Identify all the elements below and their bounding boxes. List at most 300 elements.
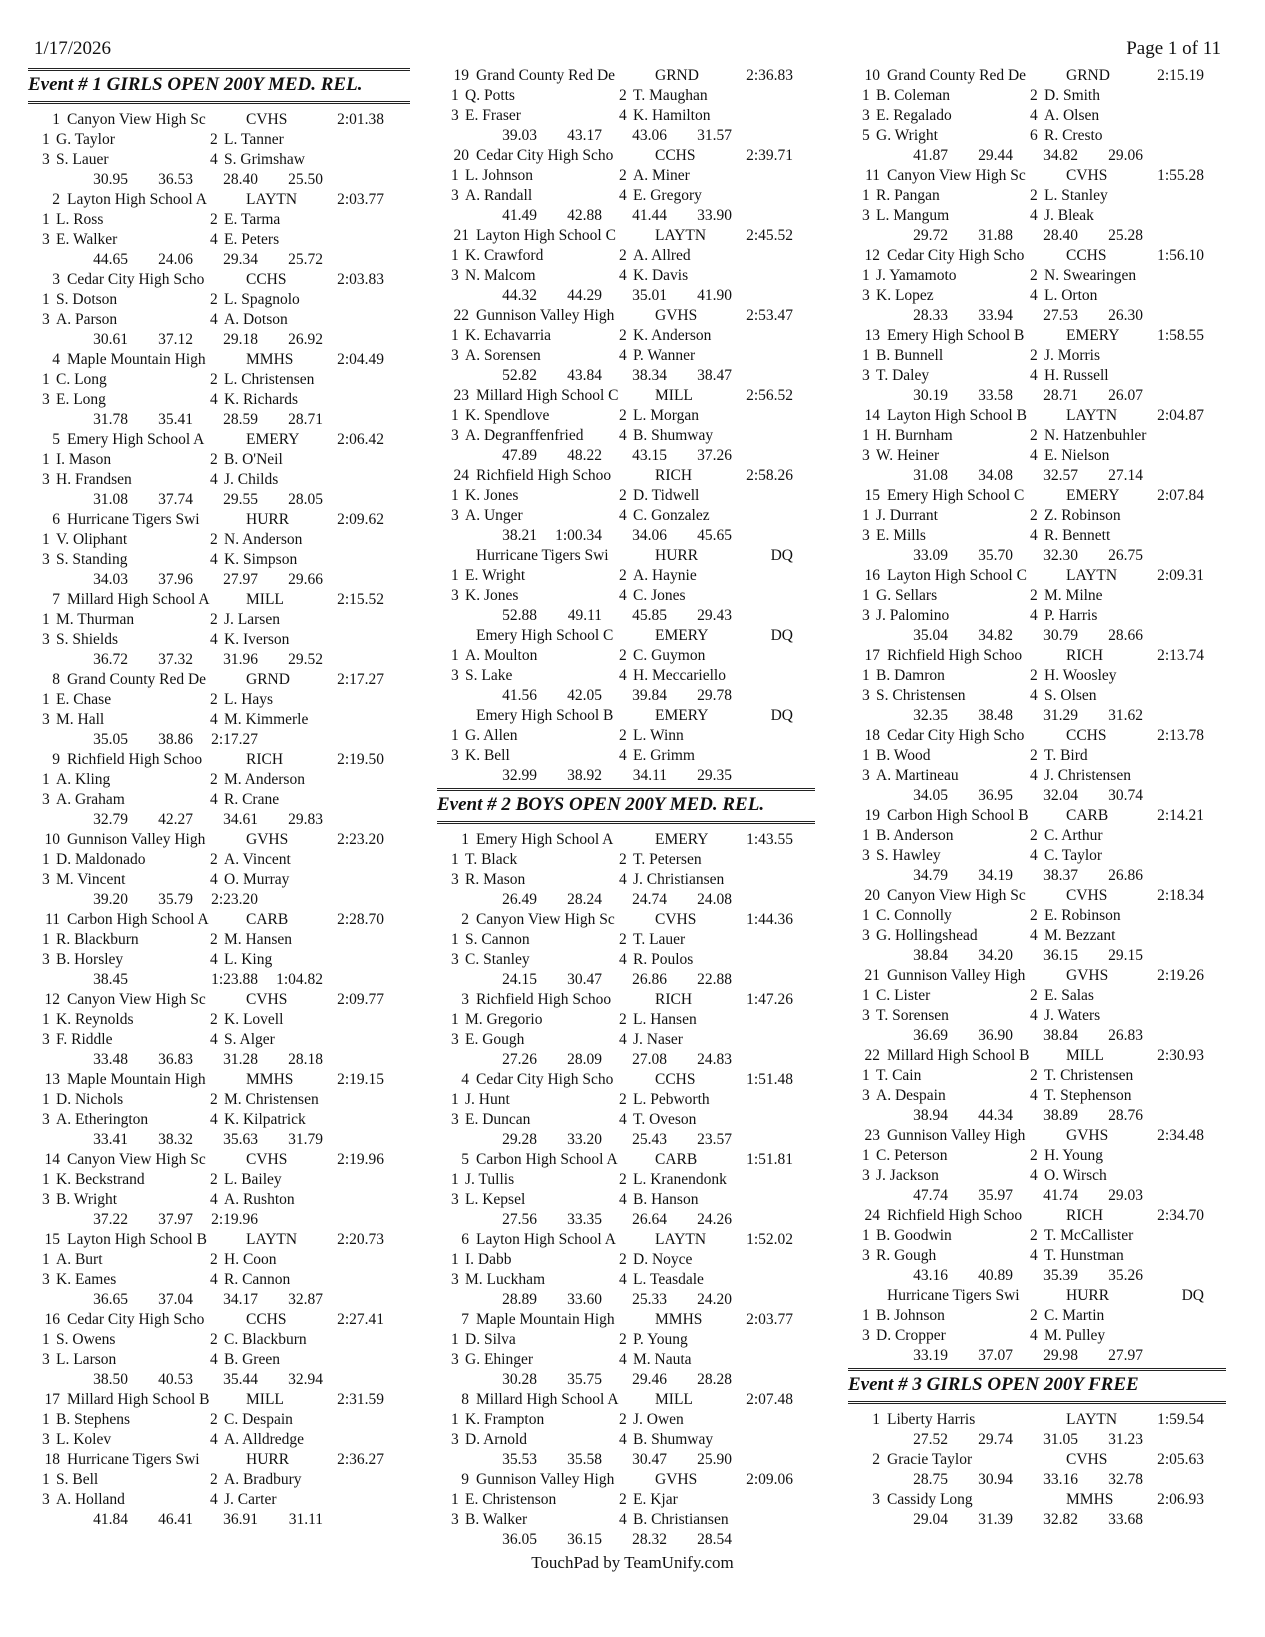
final-time: 2:56.52	[746, 387, 793, 404]
swimmer-row	[437, 726, 815, 746]
swimmer-name: M. Hansen	[224, 931, 293, 948]
split-time: 44.32	[502, 287, 537, 304]
team-result-row	[848, 406, 1226, 426]
swimmer-name: T. Hunstman	[1044, 1247, 1124, 1264]
team-name: Gunnison Valley High	[887, 1127, 1026, 1144]
split-row	[848, 1106, 1226, 1126]
team-abbr: HURR	[655, 547, 699, 564]
split-time: 37.96	[158, 571, 193, 588]
leg-number: 2	[1030, 1307, 1038, 1324]
final-time: DQ	[770, 707, 793, 724]
swimmer-name: E. Nielson	[1044, 447, 1110, 464]
split-row	[437, 1450, 815, 1470]
team-abbr: LAYTN	[1066, 1411, 1118, 1428]
split-time: 31.11	[288, 1511, 323, 1528]
split-row	[848, 786, 1226, 806]
team-result-row	[437, 706, 815, 726]
swimmer-row	[437, 1510, 815, 1530]
swimmer-name: N. Anderson	[224, 531, 303, 548]
swimmer-name: A. Allred	[633, 247, 691, 264]
team-result-row	[848, 1450, 1226, 1470]
split-row	[437, 1370, 815, 1390]
team-result-row	[437, 306, 815, 326]
swimmer-name: K. Frampton	[465, 1411, 545, 1428]
split-time: 27.97	[223, 571, 258, 588]
leg-number: 2	[1030, 1227, 1038, 1244]
leg-number: 4	[1030, 1167, 1038, 1184]
place: 7	[461, 1311, 469, 1328]
place: 22	[453, 307, 469, 324]
team-result-row	[848, 326, 1226, 346]
place: 9	[461, 1471, 469, 1488]
leg-number: 4	[619, 1031, 627, 1048]
split-time: 30.19	[913, 387, 948, 404]
split-time: 2:17.27	[211, 731, 258, 748]
split-time: 41.49	[502, 207, 537, 224]
leg-number: 4	[619, 507, 627, 524]
swimmer-row	[437, 346, 815, 366]
swimmer-name: G. Wright	[876, 127, 938, 144]
swimmer-name: E. Mills	[876, 527, 926, 544]
swimmer-name: L. Teasdale	[633, 1271, 704, 1288]
swimmer-row	[848, 266, 1226, 286]
place: 23	[864, 1127, 880, 1144]
swimmer-name: J. Waters	[1044, 1007, 1101, 1024]
place: 15	[864, 487, 880, 504]
final-time: DQ	[770, 547, 793, 564]
swimmer-name: D. Arnold	[465, 1431, 527, 1448]
leg-number: 2	[210, 771, 218, 788]
team-abbr: MMHS	[246, 351, 294, 368]
split-row	[28, 890, 410, 910]
team-abbr: EMERY	[655, 707, 709, 724]
split-time: 52.88	[502, 607, 537, 624]
swimmer-name: D. Tidwell	[633, 487, 700, 504]
place: 12	[44, 991, 60, 1008]
leg-number: 2	[210, 1011, 218, 1028]
leg-number: 2	[1030, 267, 1038, 284]
swimmer-name: T. Daley	[876, 367, 930, 384]
leg-number: 2	[619, 1491, 627, 1508]
split-time: 28.54	[697, 1531, 732, 1548]
split-time: 31.39	[978, 1511, 1013, 1528]
leg-number: 4	[210, 1031, 218, 1048]
swimmer-name: L. Christensen	[224, 371, 315, 388]
team-result-row	[437, 1390, 815, 1410]
swimmer-row	[437, 106, 815, 126]
team-abbr: RICH	[246, 751, 284, 768]
swimmer-name: L. Stanley	[1044, 187, 1108, 204]
split-time: 29.83	[288, 811, 323, 828]
split-time: 30.47	[632, 1451, 667, 1468]
team-abbr: CCHS	[246, 1311, 287, 1328]
swimmer-name: C. Peterson	[876, 1147, 948, 1164]
team-name: Canyon View High Sc	[67, 1151, 206, 1168]
team-name: Cedar City High Scho	[67, 1311, 205, 1328]
leg-number: 1	[42, 131, 50, 148]
leg-number: 4	[210, 471, 218, 488]
swimmer-row	[437, 246, 815, 266]
split-row	[28, 1210, 410, 1230]
swimmer-name: W. Heiner	[876, 447, 940, 464]
leg-number: 1	[42, 771, 50, 788]
swimmer-name: T. Cain	[876, 1067, 922, 1084]
split-time: 2:23.20	[211, 891, 258, 908]
team-abbr: HURR	[1066, 1287, 1110, 1304]
leg-number: 1	[42, 1471, 50, 1488]
swimmer-name: Z. Robinson	[1044, 507, 1121, 524]
swimmer-row	[437, 326, 815, 346]
leg-number: 3	[451, 951, 459, 968]
leg-number: 3	[451, 587, 459, 604]
swimmer-name: J. Naser	[633, 1031, 683, 1048]
final-time: 2:20.73	[337, 1231, 384, 1248]
swimmer-row	[28, 1470, 410, 1490]
place: 3	[461, 991, 469, 1008]
swimmer-row	[437, 1090, 815, 1110]
swimmer-row	[437, 406, 815, 426]
swimmer-name: S. Hawley	[876, 847, 941, 864]
swimmer-name: R. Mason	[465, 871, 526, 888]
leg-number: 1	[42, 451, 50, 468]
team-result-row	[437, 990, 815, 1010]
leg-number: 2	[619, 87, 627, 104]
swimmer-name: B. Horsley	[56, 951, 124, 968]
swimmer-name: H. Burnham	[876, 427, 953, 444]
leg-number: 2	[619, 407, 627, 424]
split-time: 34.17	[223, 1291, 258, 1308]
split-time: 24.26	[697, 1211, 732, 1228]
split-row	[437, 606, 815, 626]
team-abbr: GVHS	[1066, 967, 1109, 984]
split-row	[848, 546, 1226, 566]
swimmer-row	[28, 150, 410, 170]
swimmer-name: A. Rushton	[224, 1191, 295, 1208]
leg-number: 4	[1030, 1327, 1038, 1344]
split-row	[437, 1290, 815, 1310]
split-time: 36.65	[93, 1291, 128, 1308]
leg-number: 4	[210, 791, 218, 808]
final-time: 2:13.74	[1157, 647, 1204, 664]
team-abbr: GRND	[246, 671, 290, 688]
swimmer-name: H. Young	[1044, 1147, 1104, 1164]
final-time: 2:15.52	[337, 591, 384, 608]
split-time: 38.86	[158, 731, 193, 748]
leg-number: 1	[862, 87, 870, 104]
team-result-row	[28, 350, 410, 370]
leg-number: 1	[42, 1171, 50, 1188]
split-row	[28, 1370, 410, 1390]
leg-number: 3	[42, 1191, 50, 1208]
leg-number: 4	[1030, 607, 1038, 624]
swimmer-name: A. Haynie	[633, 567, 697, 584]
split-time: 28.05	[288, 491, 323, 508]
split-time: 25.72	[288, 251, 323, 268]
split-time: 34.19	[978, 867, 1013, 884]
split-row	[848, 1430, 1226, 1450]
swimmer-name: S. Dotson	[56, 291, 118, 308]
team-abbr: EMERY	[1066, 327, 1120, 344]
swimmer-name: R. Poulos	[633, 951, 694, 968]
swimmer-name: A. Graham	[56, 791, 125, 808]
team-result-row	[437, 830, 815, 850]
swimmer-name: B. Walker	[465, 1511, 528, 1528]
leg-number: 2	[210, 531, 218, 548]
split-time: 38.89	[1043, 1107, 1078, 1124]
team-abbr: CVHS	[1066, 1451, 1108, 1468]
team-abbr: CCHS	[1066, 247, 1107, 264]
split-time: 44.29	[567, 287, 602, 304]
split-time: 1:23.88	[211, 971, 258, 988]
swimmer-name: C. Martin	[1044, 1307, 1105, 1324]
swimmer-name: L. Spagnolo	[224, 291, 300, 308]
swimmer-name: T. McCallister	[1044, 1227, 1134, 1244]
split-time: 26.07	[1108, 387, 1143, 404]
leg-number: 4	[619, 1511, 627, 1528]
leg-number: 2	[210, 1091, 218, 1108]
split-time: 24.74	[632, 891, 667, 908]
split-time: 37.97	[158, 1211, 193, 1228]
leg-number: 4	[210, 871, 218, 888]
split-time: 30.28	[502, 1371, 537, 1388]
split-time: 38.34	[632, 367, 667, 384]
split-time: 31.57	[697, 127, 732, 144]
split-time: 34.06	[632, 527, 667, 544]
swimmer-row	[848, 986, 1226, 1006]
split-time: 35.05	[93, 731, 128, 748]
leg-number: 4	[1030, 767, 1038, 784]
team-abbr: MMHS	[655, 1311, 703, 1328]
swimmer-name: S. Lake	[465, 667, 513, 684]
swimmer-row	[28, 450, 410, 470]
leg-number: 3	[451, 1191, 459, 1208]
split-row	[28, 170, 410, 190]
split-time: 25.28	[1108, 227, 1143, 244]
leg-number: 1	[42, 211, 50, 228]
swimmer-row	[848, 286, 1226, 306]
split-time: 28.66	[1108, 627, 1143, 644]
split-row	[848, 1510, 1226, 1530]
leg-number: 4	[619, 427, 627, 444]
leg-number: 2	[619, 1091, 627, 1108]
final-time: 2:45.52	[746, 227, 793, 244]
swimmer-name: S. Lauer	[56, 151, 109, 168]
leg-number: 3	[42, 1431, 50, 1448]
swimmer-name: A. Kling	[56, 771, 111, 788]
swimmer-name: K. Iverson	[224, 631, 290, 648]
final-time: 2:03.77	[746, 1311, 793, 1328]
swimmer-name: J. Christiansen	[633, 871, 725, 888]
leg-number: 2	[1030, 347, 1038, 364]
split-time: 26.75	[1108, 547, 1143, 564]
split-time: 48.22	[567, 447, 602, 464]
swimmer-name: C. Guymon	[633, 647, 706, 664]
swimmer-name: A. Etherington	[56, 1111, 149, 1128]
team-result-row	[28, 1450, 410, 1470]
swimmer-row	[437, 1410, 815, 1430]
leg-number: 3	[451, 747, 459, 764]
split-row	[437, 1050, 815, 1070]
split-row	[28, 730, 410, 750]
swimmer-row	[437, 1250, 815, 1270]
swimmer-name: S. Bell	[56, 1471, 99, 1488]
team-abbr: EMERY	[1066, 487, 1120, 504]
team-result-row	[28, 1230, 410, 1250]
swimmer-row	[437, 746, 815, 766]
split-time: 41.44	[632, 207, 667, 224]
split-time: 38.50	[93, 1371, 128, 1388]
swimmer-name: A. Randall	[465, 187, 533, 204]
place: 10	[864, 67, 880, 84]
final-time: 2:09.06	[746, 1471, 793, 1488]
split-time: 43.15	[632, 447, 667, 464]
final-time: 2:34.70	[1157, 1207, 1204, 1224]
swimmer-name: A. Miner	[633, 167, 690, 184]
split-time: 33.16	[1043, 1471, 1078, 1488]
final-time: 2:36.27	[337, 1451, 384, 1468]
split-time: 35.26	[1108, 1267, 1143, 1284]
leg-number: 1	[862, 1307, 870, 1324]
final-time: 2:04.49	[337, 351, 384, 368]
swimmer-row	[848, 926, 1226, 946]
team-result-row	[848, 1490, 1226, 1510]
team-name: Grand County Red De	[887, 67, 1027, 84]
swimmer-row	[848, 666, 1226, 686]
split-time: 32.30	[1043, 547, 1078, 564]
swimmer-name: E. Tarma	[224, 211, 281, 228]
split-time: 31.28	[223, 1051, 258, 1068]
split-time: 27.56	[502, 1211, 537, 1228]
split-row	[437, 890, 815, 910]
split-time: 35.70	[978, 547, 1013, 564]
swimmer-name: B. O'Neil	[224, 451, 283, 468]
swimmer-name: I. Mason	[56, 451, 112, 468]
leg-number: 2	[619, 1171, 627, 1188]
team-name: Layton High School A	[476, 1231, 616, 1248]
leg-number: 3	[451, 1111, 459, 1128]
leg-number: 4	[210, 1271, 218, 1288]
leg-number: 3	[42, 311, 50, 328]
swimmer-row	[28, 610, 410, 630]
swimmer-row	[28, 930, 410, 950]
team-abbr: GRND	[1066, 67, 1110, 84]
leg-number: 1	[862, 1067, 870, 1084]
split-row	[28, 250, 410, 270]
team-name: Canyon View High Sc	[67, 111, 206, 128]
swimmer-name: E. Walker	[56, 231, 118, 248]
final-time: 2:18.34	[1157, 887, 1204, 904]
swimmer-name: M. Kimmerle	[224, 711, 309, 728]
swimmer-name: Q. Potts	[465, 87, 515, 104]
swimmer-name: M. Anderson	[224, 771, 305, 788]
swimmer-name: A. Moulton	[465, 647, 538, 664]
split-time: 24.08	[697, 891, 732, 908]
leg-number: 2	[1030, 1147, 1038, 1164]
swimmer-name: T. Stephenson	[1044, 1087, 1132, 1104]
leg-number: 3	[451, 187, 459, 204]
team-name: Maple Mountain High	[476, 1311, 615, 1328]
swimmer-name: J. Morris	[1044, 347, 1100, 364]
swimmer-name: E. Regalado	[876, 107, 952, 124]
split-time: 29.66	[288, 571, 323, 588]
place: 6	[52, 511, 60, 528]
leg-number: 4	[210, 631, 218, 648]
split-row	[848, 226, 1226, 246]
split-row	[28, 330, 410, 350]
place: 20	[453, 147, 469, 164]
leg-number: 1	[42, 1411, 50, 1428]
team-abbr: RICH	[1066, 1207, 1104, 1224]
swimmer-name: B. Johnson	[876, 1307, 945, 1324]
swimmer-name: J. Owen	[633, 1411, 684, 1428]
team-name: Carbon High School A	[476, 1151, 618, 1168]
swimmer-name: E. Chase	[56, 691, 112, 708]
split-time: 32.82	[1043, 1511, 1078, 1528]
split-time: 30.47	[567, 971, 602, 988]
leg-number: 1	[42, 1091, 50, 1108]
swimmer-name: K. Lovell	[224, 1011, 284, 1028]
team-name: Emery High School B	[476, 707, 614, 724]
split-time: 28.40	[1043, 227, 1078, 244]
split-time: 38.84	[1043, 1027, 1078, 1044]
leg-number: 3	[862, 207, 870, 224]
swimmer-name: S. Olsen	[1044, 687, 1097, 704]
final-time: 2:19.96	[337, 1151, 384, 1168]
team-abbr: CVHS	[246, 991, 288, 1008]
team-result-row	[28, 910, 410, 930]
split-time: 27.52	[913, 1431, 948, 1448]
leg-number: 3	[862, 1007, 870, 1024]
leg-number: 3	[42, 551, 50, 568]
team-result-row	[437, 546, 815, 566]
swimmer-row	[28, 1090, 410, 1110]
team-result-row	[848, 66, 1226, 86]
place: 5	[52, 431, 60, 448]
place: 17	[44, 1391, 60, 1408]
swimmer-name: C. Connolly	[876, 907, 952, 924]
split-time: 36.05	[502, 1531, 537, 1548]
split-row	[437, 970, 815, 990]
split-time: 30.74	[1108, 787, 1143, 804]
team-result-row	[848, 1286, 1226, 1306]
team-abbr: CCHS	[1066, 727, 1107, 744]
swimmer-name: H. Woosley	[1044, 667, 1117, 684]
leg-number: 1	[451, 647, 459, 664]
split-time: 41.87	[913, 147, 948, 164]
swimmer-row	[28, 850, 410, 870]
swimmer-row	[848, 906, 1226, 926]
split-time: 32.04	[1043, 787, 1078, 804]
final-time: 2:53.47	[746, 307, 793, 324]
swimmer-name: E. Salas	[1044, 987, 1094, 1004]
leg-number: 1	[451, 1091, 459, 1108]
split-time: 31.05	[1043, 1431, 1078, 1448]
leg-number: 2	[1030, 747, 1038, 764]
swimmer-row	[848, 1086, 1226, 1106]
split-row	[437, 366, 815, 386]
place: 16	[44, 1311, 60, 1328]
leg-number: 3	[862, 687, 870, 704]
split-time: 31.29	[1043, 707, 1078, 724]
swimmer-row	[28, 1350, 410, 1370]
leg-number: 3	[451, 427, 459, 444]
team-name: Cassidy Long	[887, 1491, 973, 1508]
split-row	[437, 446, 815, 466]
swimmer-name: H. Russell	[1044, 367, 1109, 384]
team-name: Millard High School A	[67, 591, 210, 608]
split-time: 35.79	[158, 891, 193, 908]
place: 17	[864, 647, 880, 664]
